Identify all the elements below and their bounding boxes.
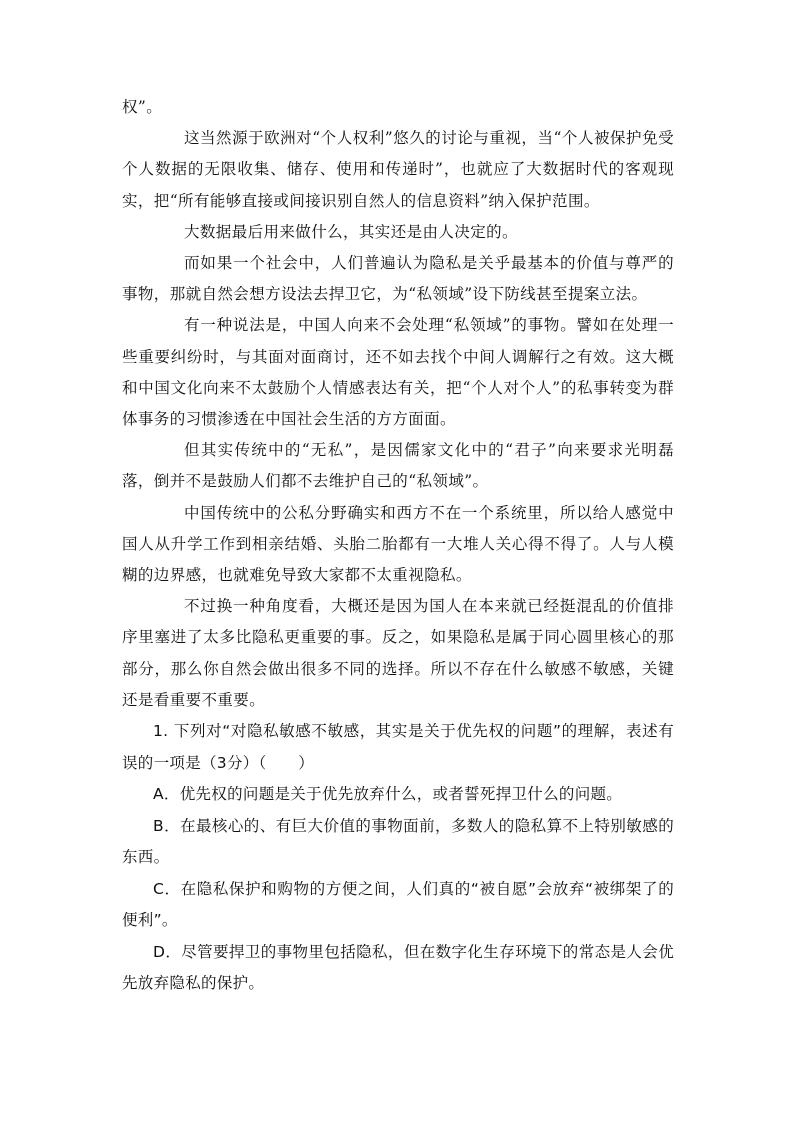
question-block: [122, 716, 674, 1000]
option-c: C．在隐私保护和购物的方便之间，人们真的“被自愿”会放弃“被绑架了的便利”。: [122, 879, 674, 930]
passage-paragraph-2: 这当然源于欧洲对“个人权利”悠久的讨论与重视，当“个人被保护免受个人数据的无限收集、储存、使用和传递时”，也就应了大数据时代的客观现实，把“所有能够直接或间接识别自然人的信息资料”纳入保护范围。: [122, 129, 674, 210]
option-a: A．优先权的问题是关于优先放弃什么，或者誓死捍卫什么的问题。: [153, 785, 623, 804]
passage-paragraph-5: 有一种说法是，中国人向来不会处理“私领域”的事物。譬如在处理一些重要纠纷时，与其面对面商讨，还不如去找个中间人调解行之有效。这大概和中国文化向来不太鼓励个人情感表达有关，把“个人对个人”的私事转变为群体事务的习惯渗透在中国社会生活的方方面面。: [122, 316, 674, 429]
reading-passage: [122, 92, 674, 716]
passage-paragraph-6: 但其实传统中的“无私”，是因儒家文化中的“君子”向来要求光明磊落，倒并不是鼓励人们都不去维护自己的“私领域”。: [122, 441, 674, 491]
option-d: D．尽管要捍卫的事物里包括隐私，但在数字化生存环境下的常态是人会优先放弃隐私的保护。: [122, 942, 674, 993]
passage-paragraph-8: 不过换一种角度看，大概还是因为国人在本来就已经挺混乱的价值排序里塞进了太多比隐私更重要的事。反之，如果隐私是属于同心圆里核心的那部分，那么你自然会做出很多不同的选择。所以不存在什么敏感不敏感，关键还是看重要不重要。: [122, 597, 674, 709]
question-stem: 1. 下列对“对隐私敏感不敏感，其实是关于优先权的问题”的理解，表述有误的一项是（3分）（ ）: [122, 722, 674, 772]
passage-paragraph-3: 大数据最后用来做什么，其实还是由人决定的。: [184, 222, 518, 241]
passage-paragraph-7: 中国传统中的公私分野确实和西方不在一个系统里，所以给人感觉中国人从升学工作到相亲结婚、头胎二胎都有一大堆人关心得不得了。人与人模糊的边界感，也就难免导致大家都不太重视隐私。: [122, 503, 674, 585]
option-b: B．在最核心的、有巨大价值的事物面前，多数人的隐私算不上特别敏感的东西。: [122, 816, 674, 867]
passage-paragraph-4: 而如果一个社会中，人们普遍认为隐私是关乎最基本的价值与尊严的事物，那就自然会想方设法去捍卫它，为“私领域”设下防线甚至提案立法。: [122, 254, 674, 304]
document-page: [122, 92, 674, 1000]
passage-paragraph-1: 权”。: [122, 98, 163, 116]
